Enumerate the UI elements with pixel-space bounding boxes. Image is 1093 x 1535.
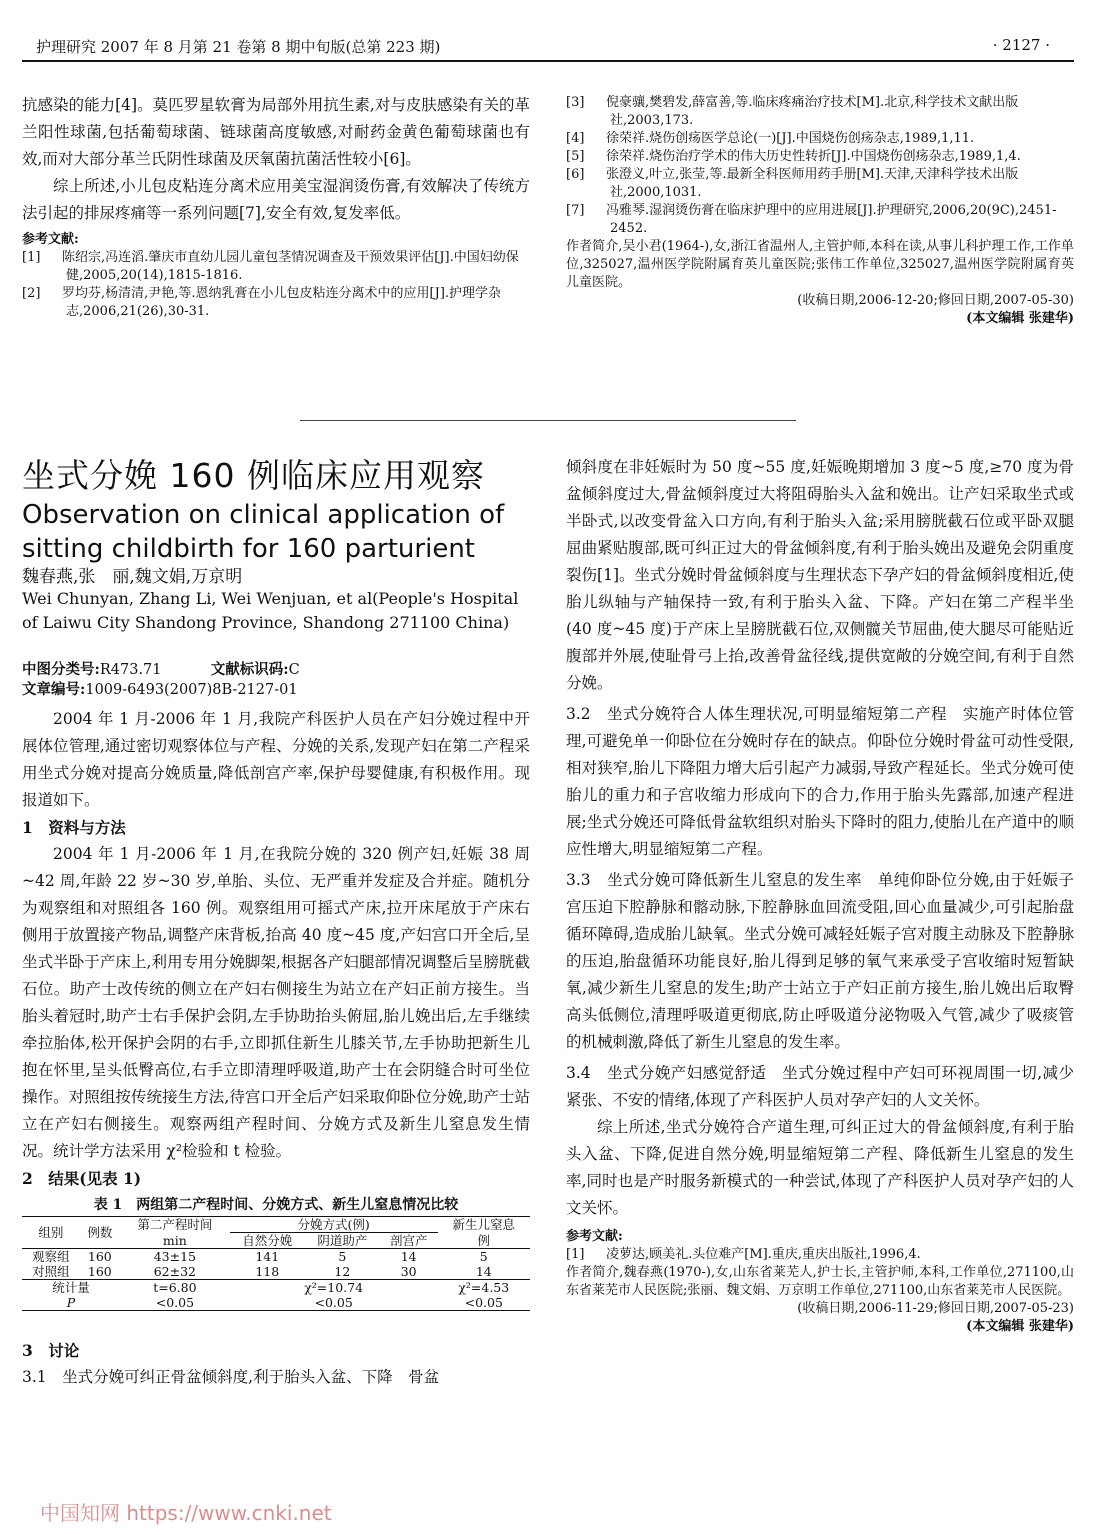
section-1-text: 2004 年 1 月-2006 年 1 月,在我院分娩的 320 例产妇,妊娠 38 周~42 周,年龄 22 岁~30 岁,单胎、头位、无严重并发症及合并症。随机分为观察组和对照组各 160 例。观察组用可摇式产床,拉开床尾放于产床右侧用于放置接产物品,调整产床背板,抬高 40 度~45 度,产妇宫口开全后,呈坐式半卧于产床上,利用专用分娩脚架,根据各产妇腿部情况调整后呈膀胱截石位。助产士改传统的侧立在产妇右侧接生为站立在产妇正前方接生。当胎头着冠时,助产士右手保护会阴,左手协助抬头俯屈,胎儿娩出后,左手继续牵拉胎体,松开保护会阴的右手,立即抓住新生儿膝关节,左手协助把新生儿抱在怀里,呈头低臀高位,右手立即清理呼吸道,助产士在会阴缝合时可坐位操作。对照组按传统接生方法,待宫口开全后产妇采取仰卧位分娩,助产士站立在产妇右侧接生。观察两组产程时间、分娩方式及新生儿窒息发生情况。统计学方法采用 χ²检验和 t 检验。: [22, 845, 530, 1160]
table-stat-row: [22, 1280, 530, 1296]
article-no-value: 1009-6493(2007)8B-2127-01: [85, 682, 298, 698]
prev-dates: (收稿日期,2006-12-20;修回日期,2007-05-30): [797, 293, 1074, 308]
cell-cases: 160: [87, 1249, 112, 1264]
page-number: · 2127 ·: [992, 36, 1050, 54]
ref-text: 倪豪骧,樊碧发,薛富善,等.临床疼痛治疗技术[M].北京,科学技术文献出版社,2003,173.: [606, 95, 1019, 128]
prev-paragraph-1: 抗感染的能力[4]。莫匹罗星软膏为局部外用抗生素,对与皮肤感染有关的革兰阳性球菌,包括葡萄球菌、链球菌高度敏感,对耐药金黄色葡萄球菌也有效,而对大部分革兰氏阴性球菌及厌氧菌抗菌活性较小[6]。: [22, 96, 530, 168]
article-dates: (收稿日期,2006-11-29;修回日期,2007-05-23): [797, 1301, 1074, 1316]
prev-article-left-column: [22, 92, 530, 321]
th-natural: 自然分娩: [242, 1233, 293, 1248]
table-p-row: [22, 1295, 530, 1311]
authors-cn: 魏春燕,张 丽,魏文娟,万京明: [22, 567, 243, 587]
ref-number: [3]: [566, 95, 585, 110]
doc-code-label: 文献标识码:: [210, 661, 289, 678]
ref-number: [4]: [566, 131, 585, 146]
article-left-column: [22, 706, 530, 1391]
ref-number: [2]: [22, 286, 41, 301]
cell-natural: 141: [255, 1249, 280, 1264]
section-3-heading: 3 讨论: [22, 1341, 80, 1360]
article-divider: [300, 420, 796, 421]
authors-en: Wei Chunyan, Zhang Li, Wei Wenjuan, et al(People's Hospital of Laiwu City Shandong Province, Shandong 271100 China): [22, 589, 519, 632]
cell-cases: 160: [87, 1264, 112, 1279]
refs-heading: 参考文献:: [566, 1229, 623, 1244]
prev-ref-4: [566, 130, 1074, 148]
th-asphyxia: 新生儿窒息: [452, 1217, 516, 1233]
table-row: [22, 1249, 530, 1265]
article-title-cn: 坐式分娩 160 例临床应用观察: [22, 456, 485, 495]
cell-group: 对照组: [32, 1264, 70, 1279]
ref-text: 徐荣祥.烧伤创疡医学总论(一)[J].中国烧伤创疡杂志,1989,1,11.: [606, 131, 975, 146]
ref-number: [1]: [566, 1247, 585, 1262]
ref-number: [1]: [22, 250, 41, 265]
meta-line-2: [22, 680, 300, 700]
cell-p-time: <0.05: [155, 1295, 195, 1310]
cell-stat-label: 统计量: [52, 1280, 90, 1295]
th-time: 第二产程时间: [137, 1217, 213, 1233]
prev-ref-5: [566, 148, 1074, 166]
ref-number: [5]: [566, 149, 585, 164]
article-right-column: [566, 454, 1074, 1336]
cell-natural: 118: [255, 1264, 280, 1279]
cell-time: 43±15: [153, 1249, 197, 1264]
th-vaginal-assisted: 阴道助产: [317, 1233, 368, 1248]
prev-ref-7: [566, 202, 1074, 238]
cnki-watermark: 中国知网 https://www.cnki.net: [40, 1501, 332, 1525]
cell-cesarean: 14: [400, 1249, 417, 1264]
cell-vaginal: 5: [338, 1249, 347, 1264]
results-table-block: [22, 1194, 530, 1311]
prev-article-right-column: [566, 94, 1074, 328]
prev-paragraph-2: 综上所述,小儿包皮粘连分离术应用美宝湿润烫伤膏,有效解决了传统方法引起的排尿疼痛等一系列问题[7],安全有效,复发率低。: [22, 177, 530, 222]
cell-p-mode: <0.05: [314, 1295, 353, 1310]
cell-group: 观察组: [32, 1249, 70, 1264]
ref-number: [6]: [566, 167, 585, 182]
header-rule: [22, 60, 1074, 62]
prev-editor: (本文编辑 张建华): [966, 311, 1074, 326]
classification-meta: [22, 660, 300, 700]
ref-text: 张澄义,叶立,张莹,等.最新全科医师用药手册[M].天津,天津科学技术出版社,2000,1031.: [606, 167, 1019, 200]
ref-1: [566, 1246, 1074, 1264]
intro-paragraph: 2004 年 1 月-2006 年 1 月,我院产科医护人员在产妇分娩过程中开展体位管理,通过密切观察体位与产程、分娩的关系,发现产妇在第二产程采用坐式分娩对提高分娩质量,降低剖宫产率,保护母婴健康,有积极作用。现报道如下。: [22, 710, 530, 809]
section-2-heading: 2 结果(见表 1): [22, 1169, 142, 1188]
meta-line-1: [22, 660, 300, 680]
cell-time: 62±32: [153, 1264, 197, 1279]
table-header-row-1: [22, 1217, 530, 1233]
article-title-en: Observation on clinical application of sitting childbirth for 160 parturient: [22, 500, 505, 564]
clc-label: 中图分类号:: [22, 661, 100, 678]
running-header: [22, 36, 1074, 60]
table-caption: 表 1 两组第二产程时间、分娩方式、新生儿窒息情况比较: [93, 1197, 459, 1213]
doc-code-value: C: [288, 662, 300, 678]
cell-asphyxia: 5: [479, 1249, 488, 1264]
cell-stat-asphyxia: χ²=4.53: [458, 1280, 510, 1295]
th-time-unit: min: [162, 1232, 187, 1248]
section-3-1-continued: 倾斜度在非妊娠时为 50 度~55 度,妊娠晚期增加 3 度~5 度,≥70 度为骨盆倾斜度过大,骨盆倾斜度过大将阻碍胎头入盆和娩出。让产妇采取坐式或半卧式,以改变骨盆入口方向,有利于胎头入盆;采用膀胱截石位或平卧双腿屈曲紧贴腹部,既可纠正过大的骨盆倾斜度,有利于胎头娩出及避免会阴重度裂伤[1]。坐式分娩时骨盆倾斜度与生理状态下孕产妇的骨盆倾斜度相近,使胎儿纵轴与产轴保持一致,有利于胎头入盆、下降。产妇在第二产程半坐(40 度~45 度)于产床上呈膀胱截石位,双侧髋关节屈曲,使大腿尽可能贴近腹部并外展,使耻骨弓上抬,改善骨盆径线,提供宽敞的分娩空间,有利于自然分娩。: [566, 458, 1074, 692]
prev-author-intro: 作者简介,吴小君(1964-),女,浙江省温州人,主管护师,本科在读,从事儿科护理工作,工作单位,325027,温州医学院附属育英儿童医院;张伟工作单位,325027,温州医学院附属育英儿童医院。: [566, 239, 1074, 290]
article-editor: (本文编辑 张建华): [966, 1319, 1074, 1334]
ref-text: 徐荣祥.烧伤治疗学术的伟大历史性转折[J].中国烧伤创疡杂志,1989,1,4.: [606, 149, 1021, 164]
th-delivery-mode: 分娩方式(例): [230, 1217, 438, 1233]
th-group: 组别: [38, 1225, 64, 1240]
clc-value: R473.71: [99, 662, 162, 678]
cell-vaginal: 12: [334, 1264, 351, 1279]
prev-refs-heading: 参考文献:: [22, 232, 79, 247]
th-cesarean: 剖宫产: [389, 1233, 428, 1248]
cell-stat-mode: χ²=10.74: [304, 1280, 364, 1295]
prev-ref-6: [566, 166, 1074, 202]
article-no-label: 文章编号:: [22, 681, 86, 698]
prev-ref-2: [22, 285, 530, 321]
ref-number: [7]: [566, 203, 585, 218]
cell-stat-time: t=6.80: [153, 1280, 197, 1295]
ref-text: 凌萝达,顾美礼.头位难产[M].重庆,重庆出版社,1996,4.: [606, 1247, 921, 1262]
ref-text: 冯雅琴.湿润烫伤膏在临床护理中的应用进展[J].护理研究,2006,20(9C),2451-2452.: [606, 203, 1057, 236]
author-intro: 作者简介,魏春燕(1970-),女,山东省莱芜人,护士长,主管护师,本科,工作单位,271100,山东省莱芜市人民医院;张丽、魏文娟、万京明工作单位,271100,山东省莱芜市人民医院。: [566, 1265, 1074, 1298]
cell-asphyxia: 14: [475, 1264, 492, 1279]
conclusion-paragraph: 综上所述,坐式分娩符合产道生理,可纠正过大的骨盆倾斜度,有利于胎头入盆、下降,促进自然分娩,明显缩短第二产程、降低新生儿窒息的发生率,同时也是产时服务新模式的一种尝试,体现了产科医护人员对孕产妇的人文关怀。: [566, 1118, 1074, 1217]
section-3-3: 3.3 坐式分娩可降低新生儿窒息的发生率 单纯仰卧位分娩,由于妊娠子宫压迫下腔静脉和髂动脉,下腔静脉血回流受阻,回心血量减少,可引起胎盘循环障碍,造成胎儿缺氧。坐式分娩可减轻妊娠子宫对腹主动脉及下腔静脉的压迫,胎盘循环功能良好,胎儿得到足够的氧气来承受子宫收缩时短暂缺氧,减少新生儿窒息的发生;助产士站立于产妇正前方接生,胎儿娩出后取臀高头低侧位,清理呼吸道更彻底,防止呼吸道分泌物吸入气管,减少了吸痰管的机械刺激,降低了新生儿窒息的发生率。: [566, 871, 1074, 1051]
cell-cesarean: 30: [400, 1264, 417, 1279]
prev-ref-1: [22, 249, 530, 285]
section-3-1-start: 3.1 坐式分娩可纠正骨盆倾斜度,利于胎头入盆、下降 骨盆: [22, 1368, 440, 1386]
cell-p-label: P: [66, 1295, 76, 1310]
cell-p-asphyxia: <0.05: [464, 1295, 503, 1310]
results-table: [22, 1216, 530, 1311]
section-1-heading: 1 资料与方法: [22, 818, 126, 837]
table-row: [22, 1264, 530, 1280]
th-asphyxia-unit: 例: [477, 1232, 491, 1248]
journal-header-text: 护理研究 2007 年 8 月第 21 卷第 8 期中旬版(总第 223 期): [36, 38, 441, 56]
prev-ref-3: [566, 94, 1074, 130]
section-3-2: 3.2 坐式分娩符合人体生理状况,可明显缩短第二产程 实施产时体位管理,可避免单一仰卧位在分娩时存在的缺点。仰卧位分娩时骨盆可动性受限,相对狭窄,胎儿下降阻力增大后引起产力减弱,导致产程延长。坐式分娩可使胎儿的重力和子宫收缩力形成向下的合力,作用于胎头先露部,加速产程进展;坐式分娩还可降低骨盆软组织对胎头下降时的阻力,使胎儿在产道中的顺应性增大,明显缩短第二产程。: [566, 705, 1074, 858]
ref-text: 陈绍宗,冯连滔.肇庆市直幼儿园儿童包茎情况调查及干预效果评估[J].中国妇幼保健,2005,20(14),1815-1816.: [62, 250, 519, 283]
th-cases: 例数: [87, 1225, 113, 1240]
section-3-4: 3.4 坐式分娩产妇感觉舒适 坐式分娩过程中产妇可环视周围一切,减少紧张、不安的情绪,体现了产科医护人员对孕产妇的人文关怀。: [566, 1064, 1074, 1109]
ref-text: 罗均芬,杨清清,尹艳,等.恩纳乳膏在小儿包皮粘连分离术中的应用[J].护理学杂志,2006,21(26),30-31.: [62, 286, 502, 319]
